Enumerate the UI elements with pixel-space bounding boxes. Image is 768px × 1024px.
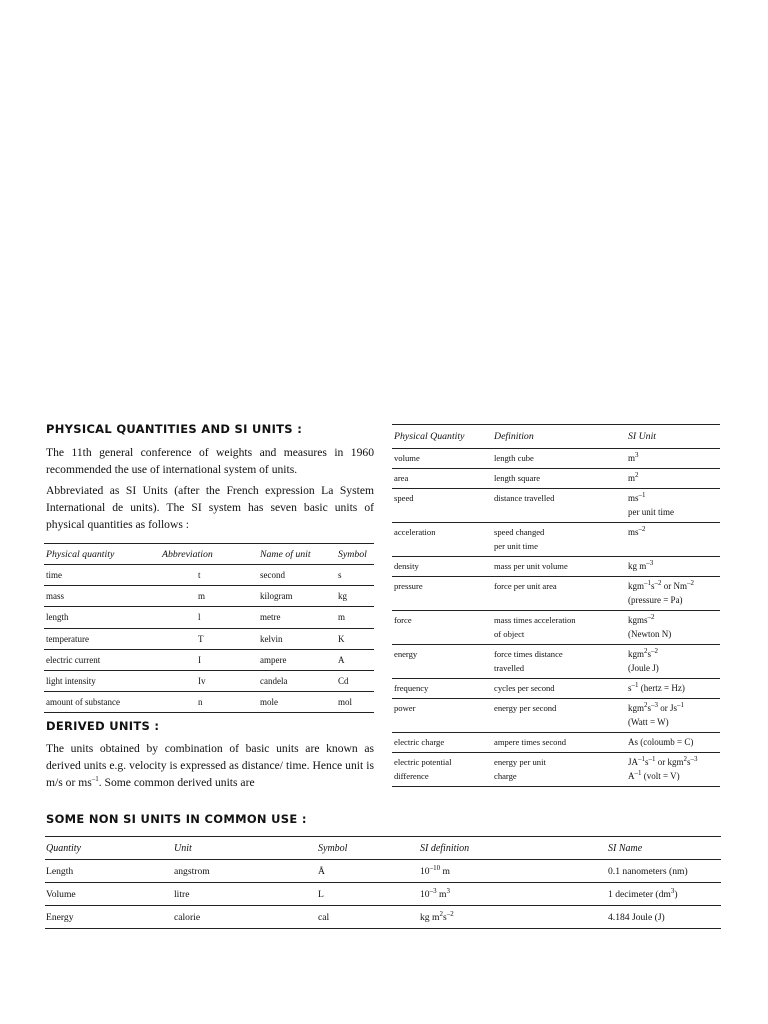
header-name-of-unit: Name of unit <box>258 544 336 565</box>
derived-quantity-line1: pressure <box>394 581 423 591</box>
intro-paragraph-1: The 11th general conference of weights and measures in 1960 recommended the use of international system of units. <box>46 446 374 476</box>
cell-symbol: K <box>336 628 374 649</box>
cell-si-unit <box>626 557 720 577</box>
si-unit-line1 <box>628 525 718 539</box>
cell-unit-name: kilogram <box>258 586 336 607</box>
si-unit-line2: (Newton N) <box>628 629 672 639</box>
cell-non-si-quantity: Volume <box>45 883 173 906</box>
si-unit-line1: $kgm^2s^{-2}$ <box>628 647 659 659</box>
cell-derived-quantity <box>392 679 492 699</box>
derived-unit-row <box>392 523 720 557</box>
cell-si-unit <box>626 753 720 787</box>
definition-line1: energy per second <box>494 703 557 713</box>
derived-quantity-line1: volume <box>394 453 420 463</box>
header-physical-quantity-derived: Physical Quantity <box>392 425 492 449</box>
derived-unit-row <box>392 577 720 611</box>
derived-unit-row <box>392 449 720 469</box>
derived-quantity-line2: difference <box>394 771 429 781</box>
cell-si-definition: $10^{-10}$ m <box>419 860 607 883</box>
cell-si-definition: $10^{-3}$ $m^3$ <box>419 883 607 906</box>
si-unit-exponent: –3 <box>646 559 654 567</box>
cell-abbreviation: n <box>160 692 258 713</box>
cell-derived-quantity <box>392 753 492 787</box>
si-unit-line1: $kgm^2s^{-3}$ or $Js^{-1}$ <box>628 701 685 713</box>
derived-text-part-a: The units obtained by combination of basic units are known as derived units e.g. velocity is expressed as distance/ time. Hence unit is m/s or ms <box>46 742 374 789</box>
header-si-unit: SI Unit <box>626 425 720 449</box>
basic-unit-row <box>44 607 374 628</box>
cell-quantity: mass <box>44 586 160 607</box>
derived-unit-row <box>392 557 720 577</box>
derived-quantity-line1: electric potential <box>394 757 452 767</box>
non-si-row <box>45 906 721 929</box>
basic-unit-row <box>44 692 374 713</box>
derived-unit-row <box>392 611 720 645</box>
si-unit-line1 <box>628 735 718 749</box>
derived-unit-row <box>392 489 720 523</box>
cell-quantity: electric current <box>44 649 160 670</box>
si-unit-exponent: 3 <box>635 451 639 459</box>
cell-non-si-symbol: cal <box>317 906 419 929</box>
definition-line2: travelled <box>494 663 525 673</box>
cell-derived-quantity <box>392 645 492 679</box>
si-unit-base: kgms <box>628 615 648 625</box>
header-unit: Unit <box>173 837 317 860</box>
definition-line1: mass per unit volume <box>494 561 568 571</box>
cell-derived-quantity <box>392 489 492 523</box>
header-si-name: SI Name <box>607 837 721 860</box>
definition-line1: force per unit area <box>494 581 557 591</box>
si-unit-exponent: 2 <box>635 471 639 479</box>
si-unit-exponent: –1 <box>638 491 646 499</box>
basic-unit-row <box>44 565 374 586</box>
non-si-row <box>45 883 721 906</box>
cell-quantity: length <box>44 607 160 628</box>
non-si-row <box>45 860 721 883</box>
derived-quantity-line1: energy <box>394 649 418 659</box>
cell-quantity: time <box>44 565 160 586</box>
cell-unit-name: candela <box>258 670 336 691</box>
cell-definition <box>492 449 626 469</box>
cell-si-unit <box>626 449 720 469</box>
cell-abbreviation: l <box>160 607 258 628</box>
cell-si-name: 4.184 Joule (J) <box>607 906 721 929</box>
cell-quantity: amount of substance <box>44 692 160 713</box>
cell-non-si-quantity: Length <box>45 860 173 883</box>
cell-definition <box>492 489 626 523</box>
cell-symbol: kg <box>336 586 374 607</box>
si-unit-line1: $kgm^{-1}s^{-2}$ or $Nm^{-2}$ <box>628 579 695 591</box>
cell-si-name: 0.1 nanometers (nm) <box>607 860 721 883</box>
definition-line1: force times distance <box>494 649 563 659</box>
cell-unit-name: ampere <box>258 649 336 670</box>
cell-quantity: light intensity <box>44 670 160 691</box>
cell-derived-quantity <box>392 469 492 489</box>
si-unit-line1 <box>628 491 718 505</box>
derived-units-text <box>46 740 374 791</box>
derived-units-header-row <box>392 425 720 449</box>
cell-si-definition: kg $m^2s^{-2}$ <box>419 906 607 929</box>
cell-non-si-symbol: L <box>317 883 419 906</box>
si-unit-line2: (pressure = Pa) <box>628 595 683 605</box>
cell-si-unit <box>626 645 720 679</box>
si-unit-base: m <box>628 473 636 483</box>
derived-unit-row <box>392 679 720 699</box>
cell-si-name: 1 decimeter $(dm^3)$ <box>607 883 721 906</box>
cell-unit-name: mole <box>258 692 336 713</box>
cell-definition <box>492 699 626 733</box>
cell-si-unit <box>626 679 720 699</box>
si-unit-line1 <box>628 451 718 465</box>
si-unit-line1: $JA^{-1}s^{-1}$ or $kgm^2s^{-3}$ <box>628 755 698 767</box>
header-quantity: Quantity <box>45 837 173 860</box>
basic-units-table <box>44 543 374 713</box>
definition-line1: speed changed <box>494 527 545 537</box>
derived-quantity-line1: area <box>394 473 409 483</box>
cell-non-si-unit: angstrom <box>173 860 317 883</box>
si-unit-line2: $A^{-1}$ (volt = V) <box>628 769 680 781</box>
cell-definition <box>492 645 626 679</box>
basic-units-header-row <box>44 544 374 565</box>
derived-unit-row <box>392 753 720 787</box>
cell-derived-quantity <box>392 523 492 557</box>
derived-unit-row <box>392 469 720 489</box>
basic-unit-row <box>44 649 374 670</box>
derived-quantity-line1: frequency <box>394 683 429 693</box>
derived-units-table <box>392 424 720 787</box>
basic-unit-row <box>44 628 374 649</box>
definition-line1: energy per unit <box>494 757 546 767</box>
cell-si-unit <box>626 469 720 489</box>
header-definition: Definition <box>492 425 626 449</box>
cell-symbol: A <box>336 649 374 670</box>
si-unit-line1: $s^{-1}$ (hertz = Hz) <box>628 681 685 693</box>
derived-quantity-line1: acceleration <box>394 527 436 537</box>
cell-derived-quantity <box>392 699 492 733</box>
cell-non-si-quantity: Energy <box>45 906 173 929</box>
cell-abbreviation: m <box>160 586 258 607</box>
header-si-definition: SI definition <box>419 837 607 860</box>
header-physical-quantity: Physical quantity <box>44 544 160 565</box>
si-unit-line2: (Watt = W) <box>628 717 669 727</box>
definition-line1: length square <box>494 473 541 483</box>
cell-unit-name: second <box>258 565 336 586</box>
derived-unit-row <box>392 699 720 733</box>
cell-non-si-unit: litre <box>173 883 317 906</box>
si-unit-base: ms <box>628 527 639 537</box>
cell-abbreviation: I <box>160 649 258 670</box>
cell-quantity: temperature <box>44 628 160 649</box>
cell-definition <box>492 523 626 557</box>
si-unit-line1 <box>628 613 718 627</box>
cell-unit-name: kelvin <box>258 628 336 649</box>
cell-si-unit <box>626 611 720 645</box>
cell-derived-quantity <box>392 557 492 577</box>
non-si-units-table <box>45 836 721 929</box>
derived-unit-row <box>392 645 720 679</box>
cell-si-unit <box>626 577 720 611</box>
si-unit-exponent: –2 <box>638 525 646 533</box>
si-unit-base: ms <box>628 493 639 503</box>
cell-unit-name: metre <box>258 607 336 628</box>
cell-symbol: s <box>336 565 374 586</box>
si-unit-exponent: –2 <box>647 613 655 621</box>
header-abbreviation: Abbreviation <box>160 544 258 565</box>
cell-derived-quantity <box>392 611 492 645</box>
cell-definition <box>492 469 626 489</box>
derived-quantity-line1: force <box>394 615 412 625</box>
derived-quantity-line1: electric charge <box>394 737 445 747</box>
non-si-header-row <box>45 837 721 860</box>
derived-text-part-b: . Some common derived units are <box>98 776 255 789</box>
cell-non-si-unit: calorie <box>173 906 317 929</box>
definition-line1: mass times acceleration <box>494 615 576 625</box>
definition-line1: length cube <box>494 453 534 463</box>
cell-symbol: Cd <box>336 670 374 691</box>
cell-derived-quantity <box>392 733 492 753</box>
si-unit-base: kg m <box>628 561 647 571</box>
basic-unit-row <box>44 670 374 691</box>
cell-si-unit <box>626 699 720 733</box>
si-unit-line1 <box>628 559 718 573</box>
section-heading-derived-units: DERIVED UNITS : <box>46 719 160 733</box>
derived-quantity-line1: speed <box>394 493 414 503</box>
si-unit-line2: (Joule J) <box>628 663 659 673</box>
definition-line2: of object <box>494 629 525 639</box>
cell-abbreviation: t <box>160 565 258 586</box>
si-unit-base: m <box>628 453 636 463</box>
intro-text <box>46 444 374 537</box>
derived-quantity-line1: power <box>394 703 416 713</box>
cell-definition <box>492 753 626 787</box>
derived-unit-row <box>392 733 720 753</box>
definition-line1: cycles per second <box>494 683 555 693</box>
basic-unit-row <box>44 586 374 607</box>
intro-paragraph-2: Abbreviated as SI Units (after the French expression La System International de units). The SI system has seven basic units of physical quantities as follows : <box>46 484 374 531</box>
section-heading-non-si-units: SOME NON SI UNITS IN COMMON USE : <box>46 812 307 826</box>
header-symbol-non-si: Symbol <box>317 837 419 860</box>
cell-derived-quantity <box>392 577 492 611</box>
cell-symbol: mol <box>336 692 374 713</box>
cell-abbreviation: Iv <box>160 670 258 691</box>
definition-line2: per unit time <box>494 541 538 551</box>
cell-derived-quantity <box>392 449 492 469</box>
si-unit-line1 <box>628 471 718 485</box>
derived-quantity-line1: density <box>394 561 419 571</box>
cell-definition <box>492 557 626 577</box>
definition-line1: ampere times second <box>494 737 567 747</box>
derived-text-superscript: –1 <box>91 775 99 784</box>
si-unit-line2: per unit time <box>628 507 674 517</box>
cell-si-unit <box>626 523 720 557</box>
definition-line1: distance travelled <box>494 493 555 503</box>
cell-si-unit <box>626 489 720 523</box>
cell-definition <box>492 577 626 611</box>
cell-definition <box>492 679 626 699</box>
cell-non-si-symbol: Å <box>317 860 419 883</box>
si-unit-base: As (coloumb = C) <box>628 737 694 747</box>
cell-symbol: m <box>336 607 374 628</box>
definition-line2: charge <box>494 771 517 781</box>
section-heading-si-units: PHYSICAL QUANTITIES AND SI UNITS : <box>46 422 303 436</box>
cell-definition <box>492 733 626 753</box>
cell-si-unit <box>626 733 720 753</box>
cell-definition <box>492 611 626 645</box>
header-symbol: Symbol <box>336 544 374 565</box>
cell-abbreviation: T <box>160 628 258 649</box>
